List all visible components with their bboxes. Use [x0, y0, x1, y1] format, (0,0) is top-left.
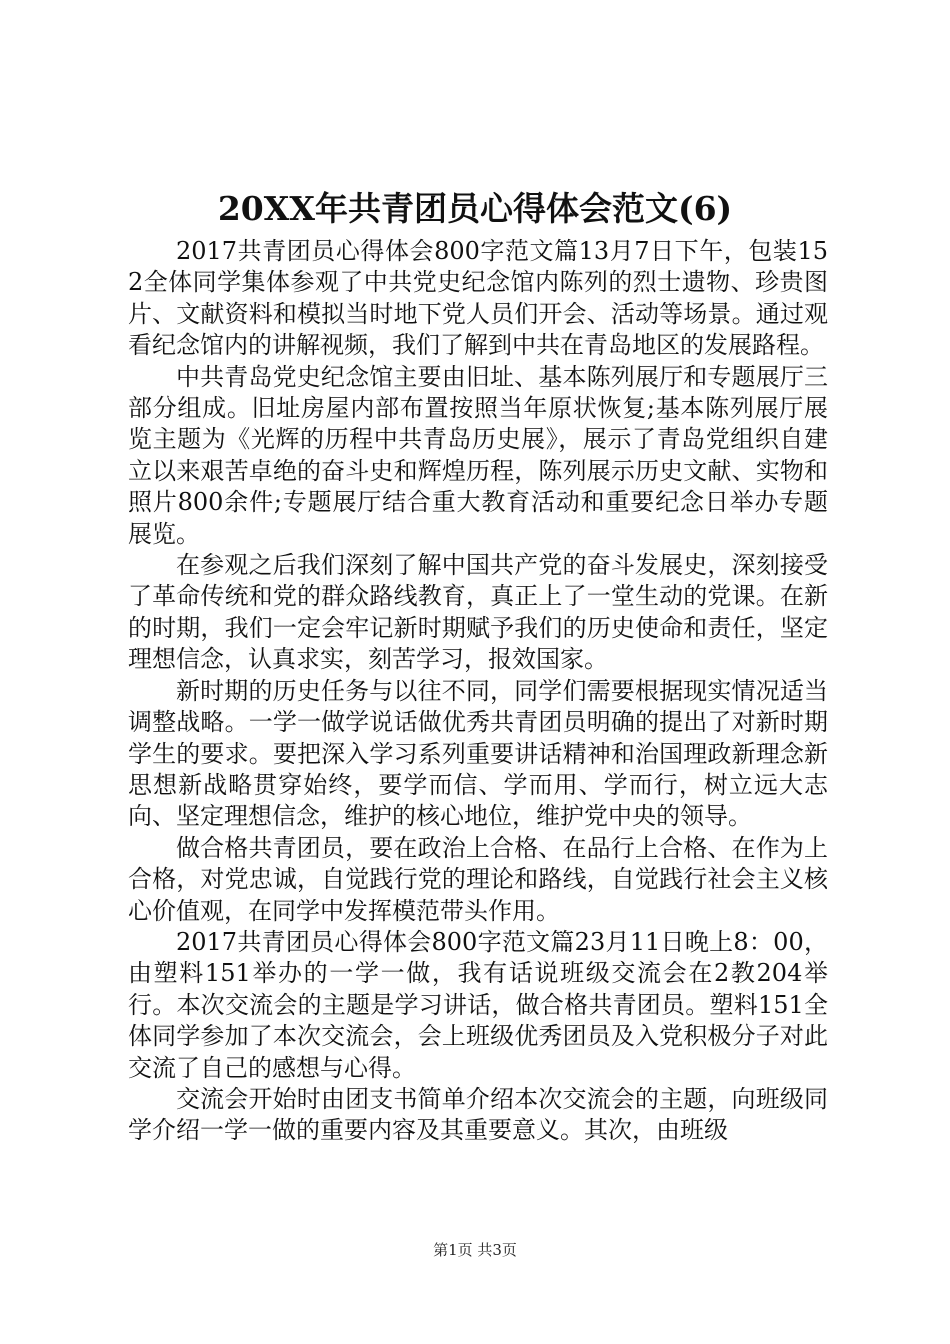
paragraph-3: 在参观之后我们深刻了解中国共产党的奋斗发展史，深刻接受了革命传统和党的群众路线教育，真正上了一堂生动的党课。在新的时期，我们一定会牢记新时期赋予我们的历史使命和责任，坚定理想信念，认真求实，刻苦学习，报效国家。 — [128, 551, 828, 674]
paragraph-6: 2017共青团员心得体会800字范文篇23月11日晚上8：00，由塑料151举办的一学一做，我有话说班级交流会在2教204举行。本次交流会的主题是学习讲话，做合格共青团员。塑料151全体同学参加了本次交流会，会上班级优秀团员及入党积极分子对此交流了自己的感想与心得。 — [128, 927, 828, 1082]
paragraph-7: 交流会开始时由团支书简单介绍本次交流会的主题，向班级同学介绍一学一做的重要内容及其重要意义。其次，由班级 — [128, 1084, 828, 1145]
document-title: 20XX年共青团员心得体会范文(6) — [217, 189, 733, 228]
page-number-footer: 第1页 共3页 — [433, 1241, 517, 1259]
document-body — [128, 236, 828, 1147]
paragraph-4: 新时期的历史任务与以往不同，同学们需要根据现实情况适当调整战略。一学一做学说话做优秀共青团员明确的提出了对新时期学生的要求。要把深入学习系列重要讲话精神和治国理政新理念新思想新战略贯穿始终，要学而信、学而用、学而行，树立远大志向、坚定理想信念，维护的核心地位，维护党中央的领导。 — [128, 676, 828, 831]
paragraph-2: 中共青岛党史纪念馆主要由旧址、基本陈列展厅和专题展厅三部分组成。旧址房屋内部布置按照当年原状恢复;基本陈列展厅展览主题为《光辉的历程中共青岛历史展》，展示了青岛党组织自建立以来艰苦卓绝的奋斗史和辉煌历程，陈列展示历史文献、实物和照片800余件;专题展厅结合重大教育活动和重要纪念日举办专题展览。 — [128, 362, 828, 548]
paragraph-5: 做合格共青团员，要在政治上合格、在品行上合格、在作为上合格，对党忠诚，自觉践行党的理论和路线，自觉践行社会主义核心价值观，在同学中发挥模范带头作用。 — [128, 833, 828, 925]
paragraph-1: 2017共青团员心得体会800字范文篇13月7日下午，包装152全体同学集体参观了中共党史纪念馆内陈列的烈士遗物、珍贵图片、文献资料和模拟当时地下党人员们开会、活动等场景。通过观看纪念馆内的讲解视频，我们了解到中共在青岛地区的发展路程。 — [128, 237, 828, 360]
